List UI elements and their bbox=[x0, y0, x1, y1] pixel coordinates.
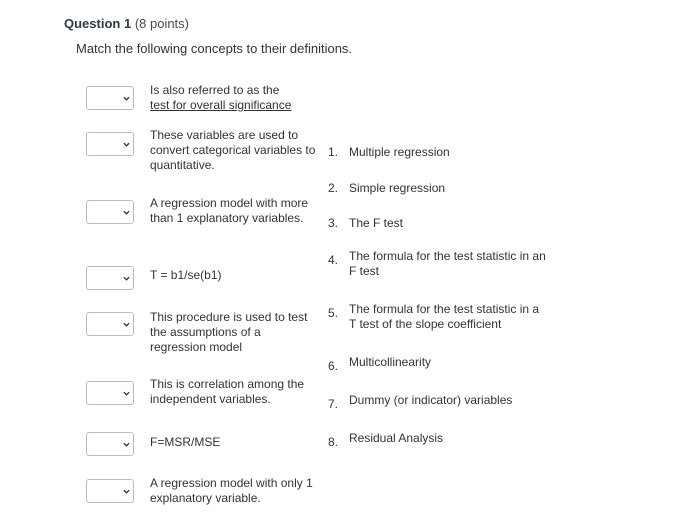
answer-number: 1. bbox=[328, 145, 339, 159]
answer-text: The formula for the test statistic in a T test of the slope coefficient bbox=[349, 302, 540, 331]
chevron-down-icon bbox=[119, 313, 133, 335]
chevron-down-icon bbox=[119, 433, 133, 455]
match-select-8[interactable] bbox=[86, 479, 134, 503]
chevron-down-icon bbox=[119, 201, 133, 223]
question-header bbox=[64, 16, 189, 31]
question-points: (8 points) bbox=[134, 16, 190, 31]
definition-text: This is correlation among the independent variables. bbox=[150, 377, 305, 406]
chevron-down-icon bbox=[119, 133, 133, 155]
chevron-down-icon bbox=[119, 87, 133, 109]
definition-text: A regression model with more than 1 explanatory variables. bbox=[150, 196, 309, 225]
answer-text: Residual Analysis bbox=[349, 431, 444, 445]
match-select-5[interactable] bbox=[86, 312, 134, 336]
match-select-6[interactable] bbox=[86, 381, 134, 405]
answer-number: 4. bbox=[328, 253, 339, 267]
answer-text: The F test bbox=[349, 216, 404, 230]
answer-text: Dummy (or indicator) variables bbox=[349, 393, 513, 407]
answer-number: 3. bbox=[328, 216, 339, 230]
match-select-4[interactable] bbox=[86, 266, 134, 290]
answer-number: 7. bbox=[328, 397, 339, 411]
question-number: Question 1 bbox=[64, 16, 132, 31]
answer-number: 6. bbox=[328, 359, 339, 373]
underlined-phrase: test for overall significance bbox=[150, 98, 292, 112]
match-select-2[interactable] bbox=[86, 132, 134, 156]
answer-text: Multicollinearity bbox=[349, 355, 432, 369]
chevron-down-icon bbox=[119, 267, 133, 289]
answer-text: Simple regression bbox=[349, 181, 446, 195]
question-prompt: Match the following concepts to their definitions. bbox=[76, 41, 353, 56]
chevron-down-icon bbox=[119, 382, 133, 404]
definition-text: F=MSR/MSE bbox=[150, 435, 221, 449]
chevron-down-icon bbox=[119, 480, 133, 502]
answer-number: 2. bbox=[328, 181, 339, 195]
answer-number: 5. bbox=[328, 306, 339, 320]
definition-text: This procedure is used to test the assumptions of a regression model bbox=[150, 310, 308, 354]
answer-text: Multiple regression bbox=[349, 145, 450, 159]
answer-number: 8. bbox=[328, 435, 339, 449]
match-select-1[interactable] bbox=[86, 86, 134, 110]
definition-text: T = b1/se(b1) bbox=[150, 268, 222, 282]
answer-text: The formula for the test statistic in an F test bbox=[349, 249, 546, 278]
match-select-3[interactable] bbox=[86, 200, 134, 224]
match-select-7[interactable] bbox=[86, 432, 134, 456]
definition-text: These variables are used to convert categorical variables to quantitative. bbox=[150, 128, 316, 172]
definition-text: Is also referred to as the test for overall significance bbox=[150, 83, 292, 112]
definition-text: A regression model with only 1 explanatory variable. bbox=[150, 476, 313, 505]
